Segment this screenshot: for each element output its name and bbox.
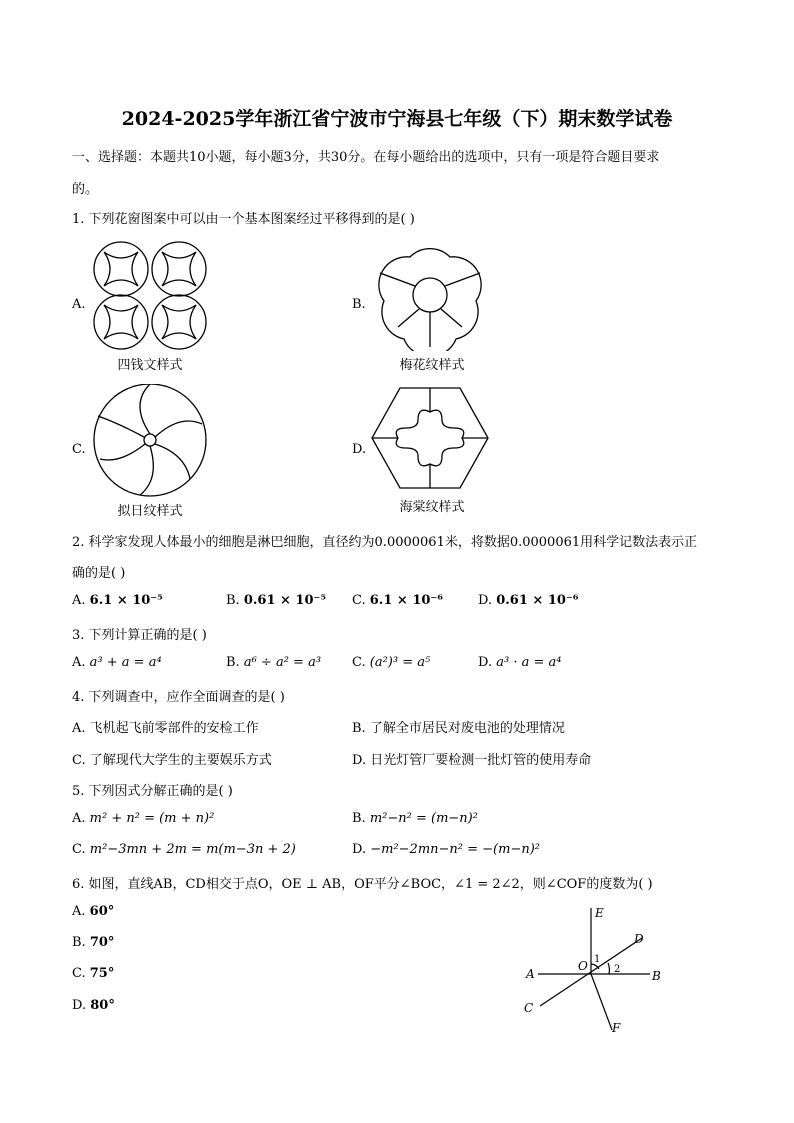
q5-option-a: A. m² + n² = (m + n)² bbox=[72, 811, 215, 826]
page-title: 2024-2025学年浙江省宁波市宁海县七年级（下）期末数学试卷 bbox=[121, 108, 673, 130]
four-coin-pattern-icon bbox=[90, 240, 210, 352]
q1-option-c-letter: C. bbox=[72, 442, 86, 457]
q3-option-c: C. (a²)³ = a⁵ bbox=[352, 655, 431, 670]
section-heading-line2: 的。 bbox=[72, 182, 99, 197]
q2-option-b: B. 0.61 × 10⁻⁵ bbox=[226, 593, 327, 608]
q4-option-b: B. 了解全市居民对废电池的处理情况 bbox=[352, 721, 565, 736]
q6-option-b: B. 70° bbox=[72, 935, 115, 950]
q4-option-a: A. 飞机起飞前零部件的安检工作 bbox=[72, 721, 259, 736]
question-3-stem: 3. 下列计算正确的是( ) bbox=[72, 628, 207, 643]
label-o: O bbox=[578, 959, 588, 973]
q4-option-c: C. 了解现代大学生的主要娱乐方式 bbox=[72, 753, 272, 768]
q1-option-d-letter: D. bbox=[352, 442, 367, 457]
q1-option-d-caption: 海棠纹样式 bbox=[399, 500, 465, 515]
angle-2-label: 2 bbox=[614, 964, 621, 975]
q1-option-a-caption: 四钱文样式 bbox=[117, 358, 183, 373]
question-2-stem-line2: 确的是( ) bbox=[72, 566, 126, 581]
q1-option-b-letter: B. bbox=[352, 297, 366, 312]
q3-option-b: B. a⁶ ÷ a² = a³ bbox=[226, 655, 322, 670]
section-heading-line1: 一、选择题：本题共10小题，每小题3分，共30分。在每小题给出的选项中，只有一项是符合题目要求 bbox=[72, 150, 660, 165]
q6-option-c: C. 75° bbox=[72, 966, 115, 981]
question-6-stem: 6. 如图，直线AB，CD相交于点O，OE ⊥ AB，OF平分∠BOC，∠1 = 2∠2，则∠COF的度数为( ) bbox=[72, 877, 653, 892]
question-2-stem-line1: 2. 科学家发现人体最小的细胞是淋巴细胞，直径约为0.0000061米，将数据0.0000061用科学记数法表示正 bbox=[72, 535, 698, 550]
label-b: B bbox=[652, 969, 661, 983]
q2-option-d: D. 0.61 × 10⁻⁶ bbox=[478, 593, 579, 608]
q5-option-c: C. m²−3mn + 2m = m(m−3n + 2) bbox=[72, 842, 296, 857]
q6-option-a: A. 60° bbox=[72, 904, 115, 919]
q1-option-b-caption: 梅花纹样式 bbox=[399, 358, 465, 373]
label-e: E bbox=[595, 906, 604, 920]
begonia-pattern-icon bbox=[370, 386, 490, 490]
label-f: F bbox=[612, 1021, 621, 1035]
q1-option-c-caption: 拟日纹样式 bbox=[117, 504, 183, 519]
question-4-stem: 4. 下列调查中，应作全面调查的是( ) bbox=[72, 690, 285, 705]
label-a: A bbox=[526, 967, 535, 981]
q5-option-b: B. m²−n² = (m−n)² bbox=[352, 811, 478, 826]
q4-option-d: D. 日光灯管厂要检测一批灯管的使用寿命 bbox=[352, 753, 592, 768]
q2-option-a: A. 6.1 × 10⁻⁵ bbox=[72, 593, 163, 608]
label-c: C bbox=[524, 1001, 534, 1015]
q3-option-d: D. a³ · a = a⁴ bbox=[478, 655, 562, 670]
sun-swirl-pattern-icon bbox=[90, 384, 210, 500]
q5-option-d: D. −m²−2mn−n² = −(m−n)² bbox=[352, 842, 541, 857]
intersecting-lines-figure bbox=[520, 902, 670, 1038]
angle-1-label: 1 bbox=[594, 954, 601, 965]
q2-option-c: C. 6.1 × 10⁻⁶ bbox=[352, 593, 443, 608]
q1-option-a-letter: A. bbox=[72, 297, 86, 312]
q3-option-a: A. a³ + a = a⁴ bbox=[72, 655, 162, 670]
question-1-stem: 1. 下列花窗图案中可以由一个基本图案经过平移得到的是( ) bbox=[72, 212, 415, 227]
question-5-stem: 5. 下列因式分解正确的是( ) bbox=[72, 784, 233, 799]
q6-option-d: D. 80° bbox=[72, 998, 115, 1013]
plum-blossom-pattern-icon bbox=[370, 237, 490, 351]
label-d: D bbox=[634, 932, 644, 946]
